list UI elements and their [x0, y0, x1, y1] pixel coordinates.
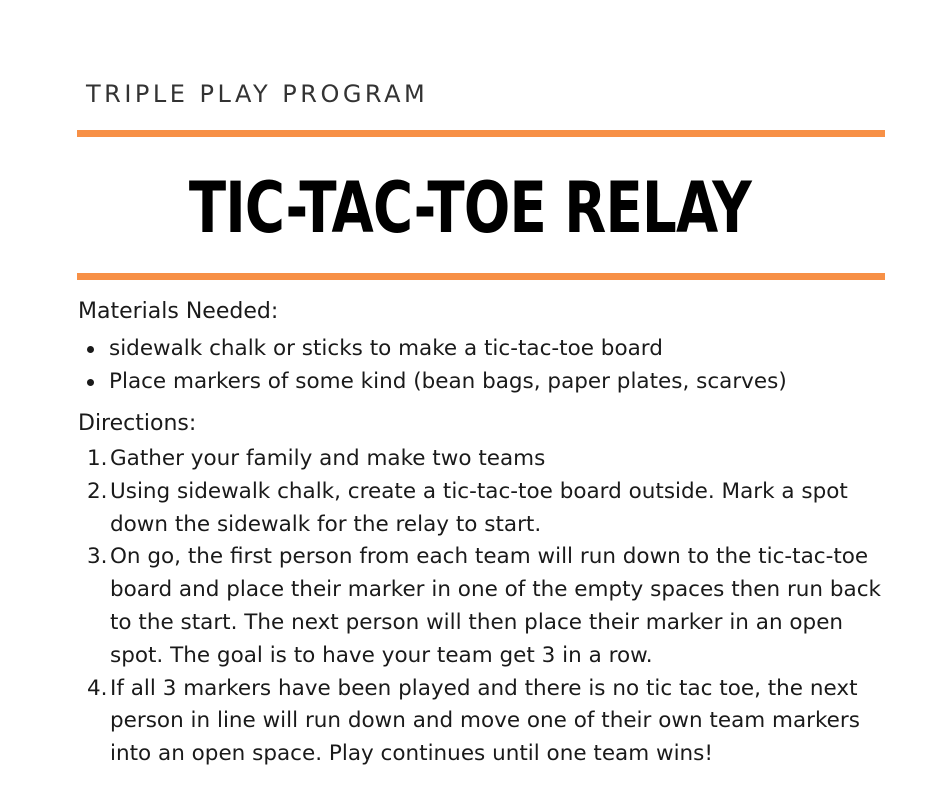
- step-number: 3.: [87, 544, 108, 570]
- top-divider: [77, 130, 885, 137]
- directions-list: [78, 443, 898, 771]
- bullet-icon: [87, 346, 94, 353]
- materials-heading: Materials Needed:: [78, 299, 279, 324]
- list-item: [78, 332, 787, 365]
- directions-heading: Directions:: [78, 411, 197, 436]
- materials-list: [78, 332, 787, 398]
- list-item: [78, 443, 898, 476]
- program-name: TRIPLE PLAY PROGRAM: [86, 80, 429, 108]
- bullet-icon: [87, 379, 94, 386]
- list-item-text: sidewalk chalk or sticks to make a tic-tac-toe board: [109, 336, 663, 361]
- page-title: TIC-TAC-TOE RELAY: [188, 167, 752, 249]
- list-item: [78, 365, 787, 398]
- step-text: On go, the first person from each team will run down to the tic-tac-toe board and place their marker in one of the empty spaces then run back to the start. The next person will then place their marker in an open spot. The goal is to have your team get 3 in a row.: [110, 544, 881, 668]
- step-text: Using sidewalk chalk, create a tic-tac-toe board outside. Mark a spot down the sidewalk for the relay to start.: [110, 478, 848, 537]
- step-number: 4.: [87, 675, 108, 701]
- list-item: [78, 476, 898, 542]
- step-text: Gather your family and make two teams: [110, 446, 546, 471]
- step-number: 1.: [87, 446, 108, 471]
- step-number: 2.: [87, 478, 108, 504]
- step-text: If all 3 markers have been played and there is no tic tac toe, the next person in line will run down and move one of their own team markers into an open space. Play continues until one team wins!: [110, 675, 860, 767]
- list-item-text: Place markers of some kind (bean bags, paper plates, scarves): [109, 369, 787, 394]
- list-item: [78, 673, 898, 771]
- bottom-divider: [77, 273, 885, 280]
- list-item: [78, 541, 898, 672]
